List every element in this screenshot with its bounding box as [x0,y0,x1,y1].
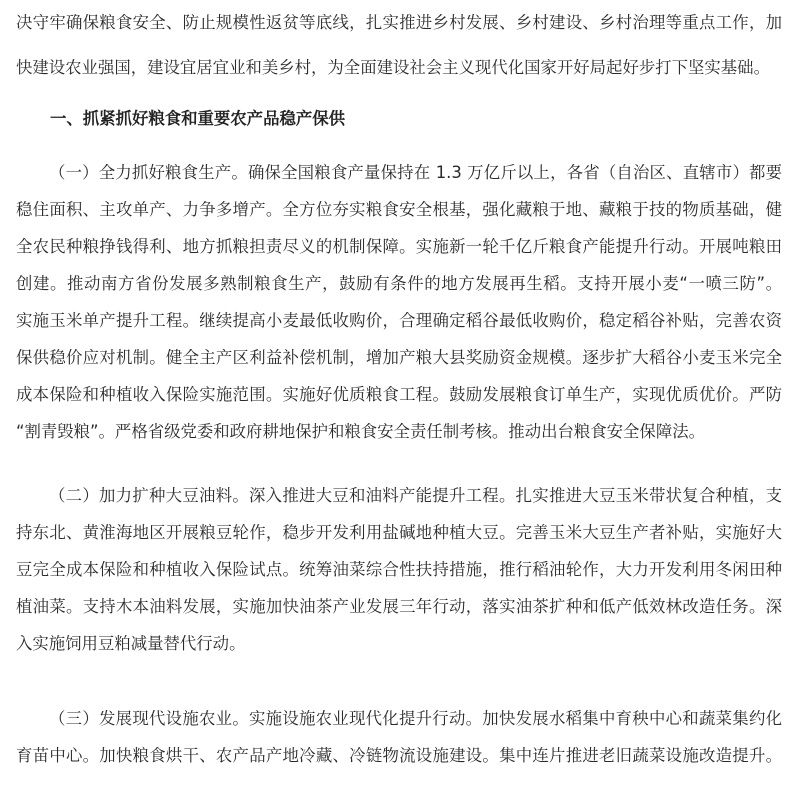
text-line: 豆完全成本保险和种植收入保险试点。统筹油菜综合性扶持措施，推行稻油轮作，大力开发利用冬闲田种 [16,560,782,579]
text-line: 植油菜。支持木本油料发展，实施加快油茶产业发展三年行动，落实油茶扩种和低产低效林改造任务。深 [16,597,782,616]
text-line: 决守牢确保粮食安全、防止规模性返贫等底线，扎实推进乡村发展、乡村建设、乡村治理等重点工作，加 [16,13,782,32]
text-line: （一）全力抓好粮食生产。确保全国粮食产量保持在 1.3 万亿斤以上，各省（自治区、直辖市）都要 [49,163,782,182]
text-line: 入实施饲用豆粕减量替代行动。 [16,634,246,653]
text-line: 持东北、黄淮海地区开展粮豆轮作，稳步开发利用盐碱地种植大豆。完善玉米大豆生产者补贴，实施好大 [16,523,782,542]
section-1-paragraph [16,154,782,450]
text-line: 实施玉米单产提升工程。继续提高小麦最低收购价，合理确定稻谷最低收购价，稳定稻谷补贴，完善农资 [16,311,782,330]
section-heading: 一、抓紧抓好粮食和重要农产品稳产保供 [50,109,346,128]
text-line: （三）发展现代设施农业。实施设施农业现代化提升行动。加快发展水稻集中育秧中心和蔬菜集约化 [49,709,782,728]
section-2-paragraph [16,477,782,662]
text-line: 全农民种粮挣钱得利、地方抓粮担责尽义的机制保障。实施新一轮千亿斤粮食产能提升行动。开展吨粮田 [16,237,782,256]
text-line: （二）加力扩种大豆油料。深入推进大豆和油料产能提升工程。扎实推进大豆玉米带状复合种植，支 [49,486,782,505]
section-3-paragraph [16,700,782,774]
text-line: 快建设农业强国，建设宜居宜业和美乡村，为全面建设社会主义现代化国家开好局起好步打下坚实基础。 [16,58,770,77]
text-line: 稳住面积、主攻单产、力争多增产。全方位夯实粮食安全根基，强化藏粮于地、藏粮于技的物质基础，健 [16,200,782,219]
text-line: 育苗中心。加快粮食烘干、农产品产地冷藏、冷链物流设施建设。集中连片推进老旧蔬菜设施改造提升。 [16,746,782,765]
text-line: “割青毁粮”。严格省级党委和政府耕地保护和粮食安全责任制考核。推动出台粮食安全保障法。 [16,422,705,441]
intro-paragraph [16,0,782,90]
text-line: 保供稳价应对机制。健全主产区利益补偿机制，增加产粮大县奖励资金规模。逐步扩大稻谷小麦玉米完全 [16,348,782,367]
text-line: 创建。推动南方省份发展多熟制粮食生产，鼓励有条件的地方发展再生稻。支持开展小麦“一喷三防”。 [16,274,782,293]
text-line: 成本保险和种植收入保险实施范围。实施好优质粮食工程。鼓励发展粮食订单生产，实现优质优价。严防 [16,385,782,404]
